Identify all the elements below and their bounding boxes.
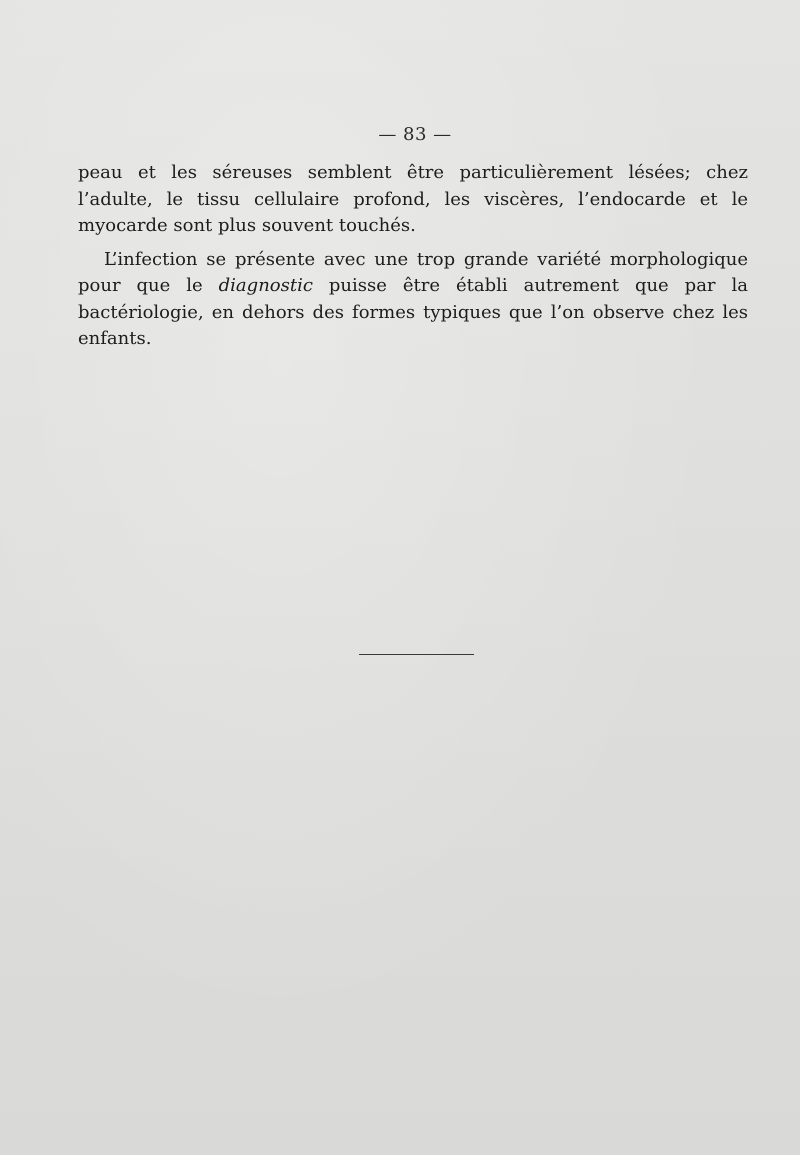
paragraph-2-italic: diagnostic (218, 275, 313, 296)
paragraph-2-part-1: L’infection se présente avec une trop grande variété morphologique pour que le (78, 248, 748, 296)
paragraph-2 (78, 247, 748, 353)
body-text (78, 160, 748, 353)
section-divider (359, 654, 474, 655)
page-number: — 83 — (378, 124, 452, 145)
paragraph-1: peau et les séreuses semblent être particulièrement lésées; chez l’adulte, le tissu cellulaire profond, les viscères, l’endocarde et le myocarde sont plus souvent touchés. (78, 162, 748, 236)
paragraph-2-part-2: puisse être établi autrement que par la bactériologie, en dehors des formes typiques que l’on observe chez les enfants. (78, 275, 748, 349)
